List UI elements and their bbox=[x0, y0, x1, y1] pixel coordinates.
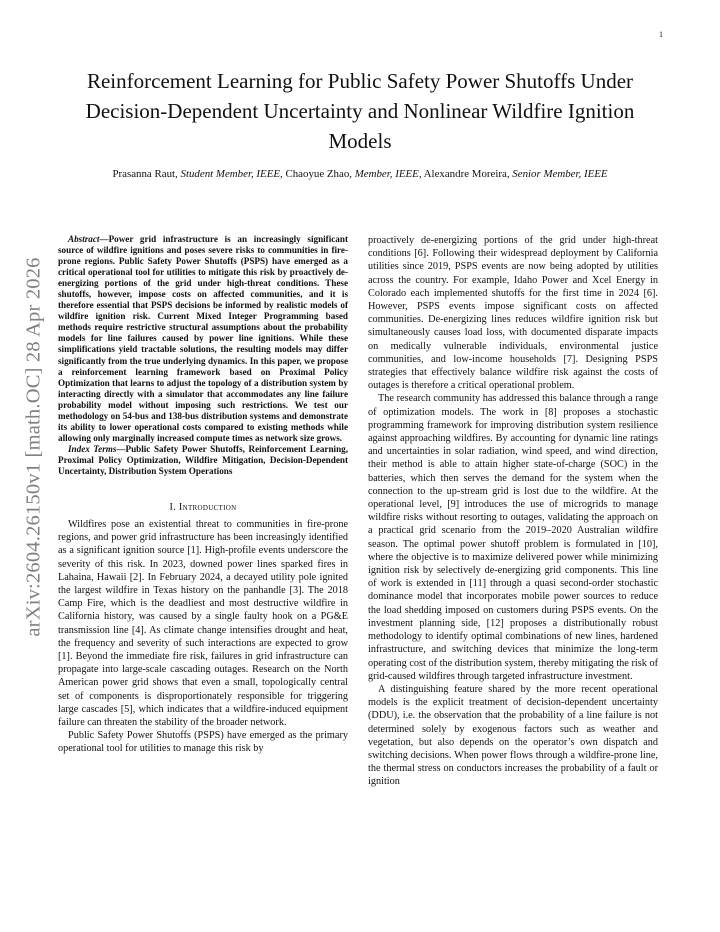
author-3-name: Alexandre Moreira, bbox=[421, 168, 513, 180]
arxiv-identifier bbox=[14, 236, 54, 658]
author-list bbox=[40, 168, 680, 181]
abstract-text: —Power grid infrastructure is an increasingly significant source of wildfire ignitions and poses severe risks to communities in fire-prone regions. Public Safety Power Shutoffs (PSPS) have emerged as a critical operational tool for utilities to mitigate this risk by proactively de-energizing portions of the grid under high-threat conditions. These shutoffs, however, impose costs on affected communities, and it is therefore essential that PSPS decisions be informed by realistic models of wildfire ignition risk. Current Mixed Integer Programming based methods require restrictive structural assumptions about the probability models for line failures caused by power line ignitions. While these simplifications yield tractable solutions, the resulting models may differ significantly from the true underlying dynamics. In this paper, we propose a reinforcement learning framework based on Proximal Policy Optimization that learns to adjust the topology of a distribution system by interacting directly with a simulator that accommodates any line failure probability model without imposing such restrictions. We test our methodology on 54-bus and 138-bus distribution systems and demonstrate its ability to lower operational costs compared to existing methods while allowing only marginally increased compute times as network size grows. bbox=[58, 234, 348, 443]
abstract-label: Abstract bbox=[68, 234, 100, 244]
index-terms-label: Index Terms bbox=[68, 443, 117, 454]
author-1-membership: Student Member, IEEE, bbox=[180, 168, 283, 180]
section-heading-introduction bbox=[58, 501, 348, 514]
index-terms bbox=[58, 444, 348, 477]
title-line-2: Decision-Dependent Uncertainty and Nonlinear Wildfire Ignition bbox=[85, 99, 635, 123]
section-title: Introduction bbox=[178, 502, 237, 514]
right-column bbox=[368, 234, 658, 789]
intro-paragraph-1: Wildfires pose an existential threat to communities in fire-prone regions, and power grid infrastructure has been increasingly identified as a significant ignition source [1]. High-profile events underscore the severity of this risk. In 2023, downed power lines sparked fires in Lahaina, Hawaii [2]. In February 2024, a decayed utility pole ignited the largest wildfire in Texas history on the panhandle [3]. The 2018 Camp Fire, which is the deadliest and most destructive wildfire in California history, was caused by a single faulty hook on a PG&E transmission line [4]. As climate change intensifies drought and heat, the frequency and severity of such interactions are expected to grow [1]. Beyond the immediate fire risk, failures in grid infrastructure can propagate into large-scale cascading outages. Research on the North American power grid shows that even a small, topologically central set of components is disproportionately responsible for triggering large cascades [5], which indicates that a wildfire-induced equipment failure can threaten the stability of the broader network. bbox=[58, 519, 348, 729]
section-numeral: I. bbox=[169, 502, 179, 514]
author-1-name: Prasanna Raut, bbox=[112, 168, 181, 180]
intro-paragraph-4: A distinguishing feature shared by the more recent operational models is the explicit treatment of decision-dependent uncertainty (DDU), i.e. the observation that the probability of a line failure is not determined solely by exogenous factors such as weather and vegetation, but also depends on the operator’s own dispatch and switching decisions. When power flows through a wildfire-prone line, the thermal stress on conductors increases the probability of a fault or ignition bbox=[368, 683, 658, 788]
intro-paragraph-3: The research community has addressed this balance through a range of optimization models. The work in [8] proposes a stochastic programming framework for improving distribution system resilience against approaching wildfires. By accounting for dynamic line ratings and uncertainties in solar radiation, wind speed, and wind direction, their method is able to attain higher state-of-charge (SOC) in the batteries, which then serves the demand for the system when the connection to the up-stream grid is lost due to the wildfire. At the operational level, [9] introduces the use of microgrids to manage wildfire risks without resorting to outages, validating the approach on a practical grid scenario from the 2019–2020 Australian wildfire season. The optimal power shutoff problem is formulated in [10], where the objective is to maximize delivered power while minimizing ignition risk by selectively de-energizing grid components. This line of work is extended in [11] through a quasi second-order stochastic dominance model that incorporates mobile power sources to reduce the load shedding imposed on customers during PSPS events. On the investment planning side, [12] proposes a distributionally robust methodology to identify optimal combinations of new lines, hardened infrastructure, and switching devices that minimize the long-term operating cost of the distribution system, thereby mitigating the risk of grid-caused wildfires through targeted infrastructure investment. bbox=[368, 393, 658, 682]
author-2-name: Chaoyue Zhao, bbox=[282, 168, 355, 180]
paper-title bbox=[70, 66, 650, 156]
intro-paragraph-2-continued: proactively de-energizing portions of the grid under high-threat conditions [6]. Following their widespread deployment by California utilities since 2019, PSPS events are now being adopted by utilities across the country. For example, Idaho Power and Xcel Energy in Colorado each implemented shutoffs for the first time in 2024 [6]. However, PSPS events impose significant costs on affected communities. De-energizing lines reduces wildfire ignition risk but simultaneously causes load loss, with documented disparate impacts on medically vulnerable individuals, environmental justice communities, and low-income households [7]. Designing PSPS strategies that effectively balance wildfire risk against the costs of outages is therefore a critical operational problem. bbox=[368, 235, 658, 392]
title-line-1: Reinforcement Learning for Public Safety Power Shutoffs Under bbox=[86, 69, 634, 93]
page-number: 1 bbox=[659, 30, 663, 39]
abstract bbox=[58, 234, 348, 444]
author-2-membership: Member, IEEE, bbox=[354, 168, 422, 180]
index-terms-text: —Public Safety Power Shutoffs, Reinforcement Learning, Proximal Policy Optimization, Wildfire Mitigation, Decision-Dependent Uncertainty, Distribution System Operations bbox=[58, 443, 348, 476]
author-3-membership: Senior Member, IEEE bbox=[512, 168, 608, 180]
intro-paragraph-2: Public Safety Power Shutoffs (PSPS) have emerged as the primary operational tool for utilities to manage this risk by bbox=[58, 730, 348, 755]
arxiv-identifier-text: arXiv:2604.26150v1 [math.OC] 28 Apr 2026 bbox=[22, 257, 45, 637]
left-column bbox=[58, 234, 348, 756]
title-line-3: Models bbox=[328, 129, 392, 153]
